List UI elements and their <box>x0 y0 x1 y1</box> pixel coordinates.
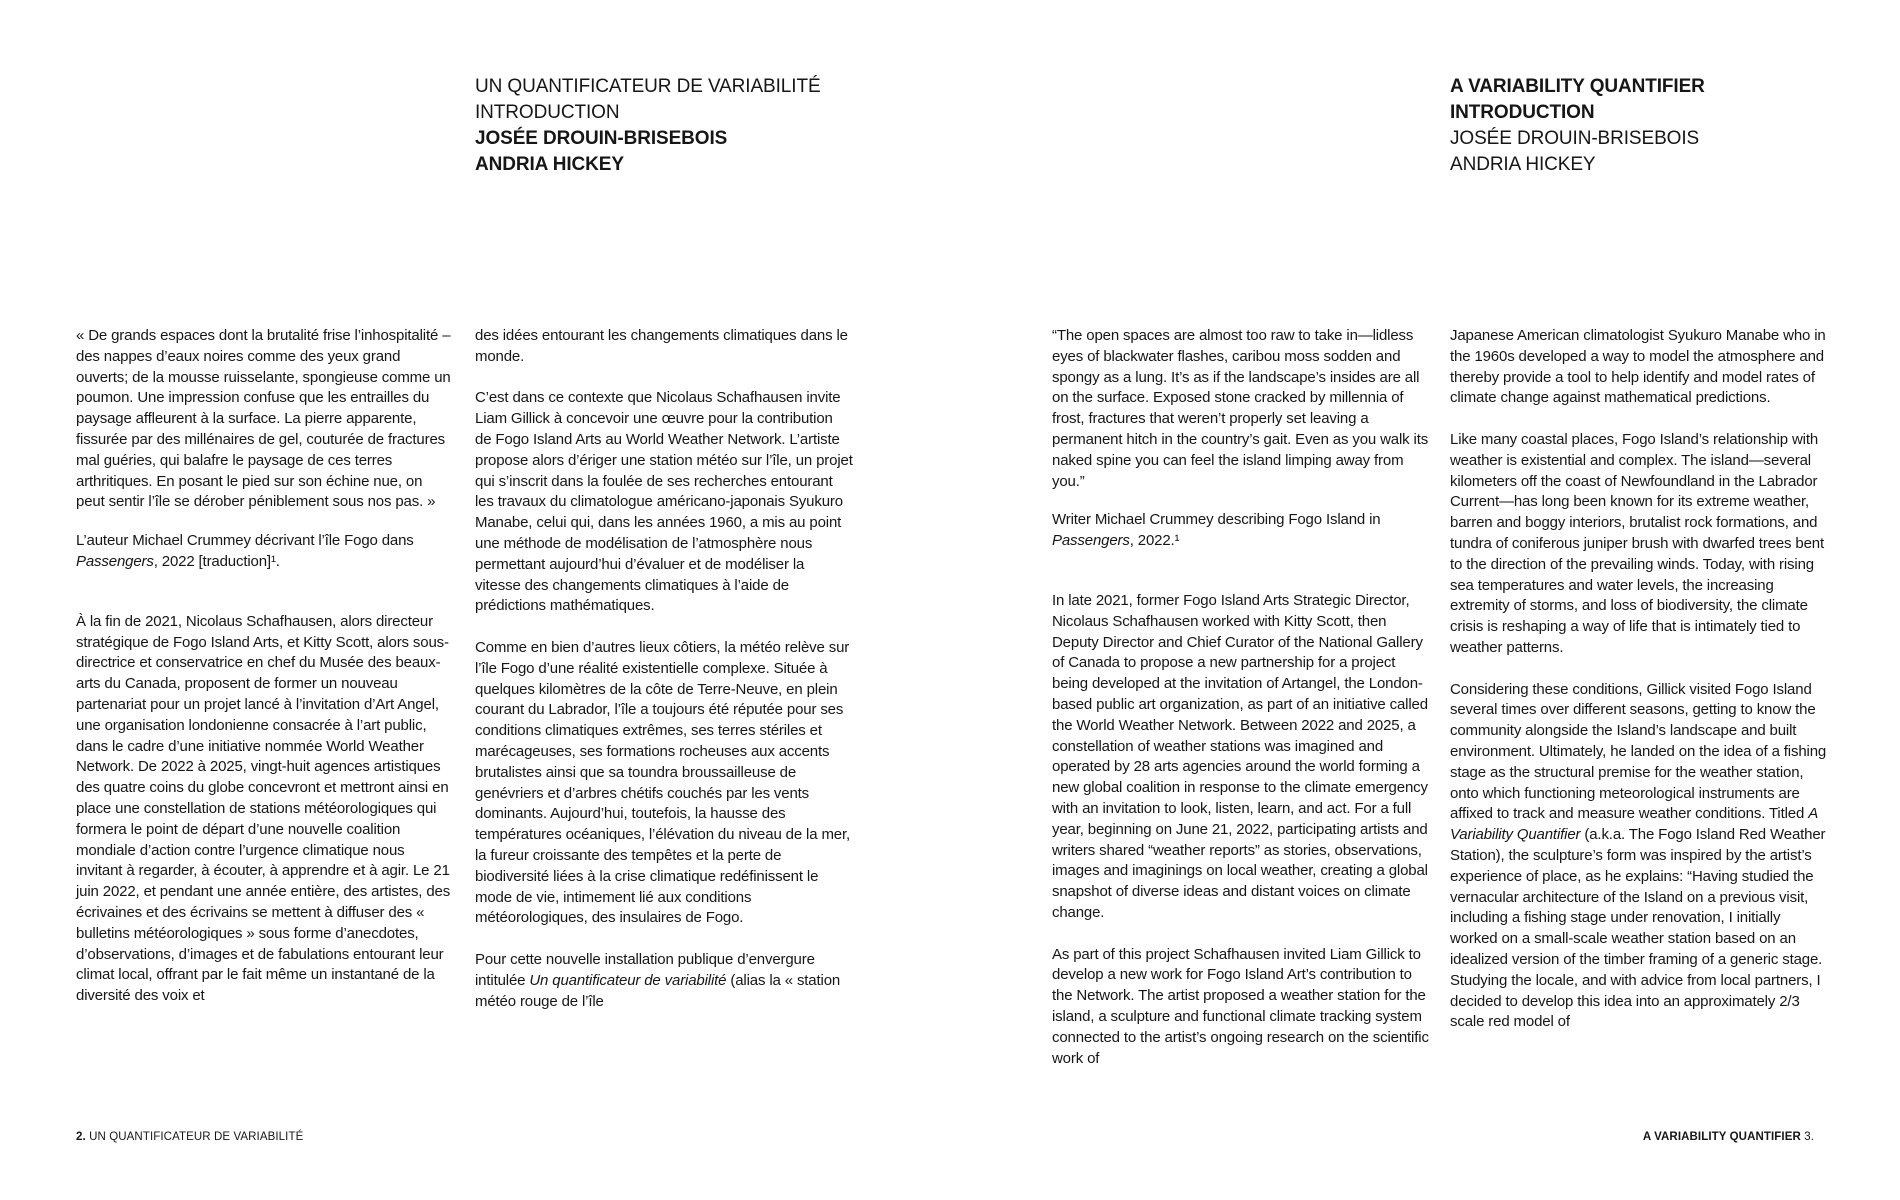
text-run: L’auteur Michael Crummey décrivant l’île Fogo dans <box>76 532 414 550</box>
page-number-left: 2. <box>76 1131 86 1143</box>
text-run: (alias la « station météo rouge de l’île <box>475 971 841 1010</box>
paragraph-body <box>475 950 853 1012</box>
text-column-french-2 <box>475 326 853 1012</box>
text-run: C’est dans ce contexte que Nicolaus Schafhausen invite Liam Gillick à concevoir une œuvre pour la contribution de Fogo Island Arts au World Weather Network. L’artiste propose alors d’ériger une station météo sur l’île, un projet qui s’inscrit dans la foulée de ses recherches entourant les travaux du climatologue américano-japonais Syukuro Manabe, celui qui, dans les années 1960, a mis au point une méthode de modélisation de l’atmosphère nous permettant aujourd’hui d’évaluer et de modéliser la vitesse des changements climatiques à l’aide de prédictions mathématiques. <box>475 389 853 615</box>
text-run: À la fin de 2021, Nicolaus Schafhausen, alors directeur stratégique de Fogo Island Arts, et Kitty Scott, alors sous-directrice et conservatrice en chef du Musée des beaux-arts du Canada, proposent de former un nouveau partenariat pour un projet lancé à l’invitation d’Art Angel, une organisation londonienne consacrée à l’art public, dans le cadre d’une initiative nommée World Weather Network. De 2022 à 2025, vingt-huit agences artistiques des quatre coins du globe concevront et mettront ainsi en place une constellation de stations météorologiques qui formera le point de départ d’une nouvelle coalition mondiale d’action contre l’urgence climatique nous invitant à regarder, à écouter, à apprendre et à agir. Le 21 juin 2022, et pendant une année entière, des artistes, des écrivaines et des écrivains se mettent à diffuser des « bulletins météorologiques » sous forme d’anecdotes, d’observations, d’images et de fabulations entourant leur climat local, offrant par le fait même un instantané de la diversité des voix et <box>76 612 451 1005</box>
paragraph-quote <box>76 326 454 513</box>
heading-title-en: A VARIABILITY QUANTIFIER <box>1450 76 1705 97</box>
heading-author-1-en: JOSÉE DROUIN-BRISEBOIS <box>1450 128 1700 149</box>
paragraph-body <box>1450 326 1828 409</box>
text-run: “The open spaces are almost too raw to take in—lidless eyes of blackwater flashes, caribou moss sodden and spongy as a lung. It’s as if the landscape’s insides are all on the surface. Exposed stone cracked by millennia of frost, fractures that weren’t properly set leaving a permanent hitch in the country’s gait. Even as you walk its naked spine you can feel the island limping away from you.” <box>1052 327 1429 490</box>
paragraph-attribution <box>1052 510 1430 552</box>
heading-author-1-fr: JOSÉE DROUIN-BRISEBOIS <box>475 128 728 149</box>
paragraph-body <box>475 326 853 368</box>
italic-work-title: Passengers <box>76 552 154 570</box>
heading-subtitle-en: INTRODUCTION <box>1450 102 1595 123</box>
right-page-footer <box>1643 1131 1814 1143</box>
heading-subtitle-fr: INTRODUCTION <box>475 102 620 123</box>
italic-work-title: Un quantificateur de variabilité <box>529 971 727 989</box>
text-run: Comme en bien d’autres lieux côtiers, la météo relève sur l’île Fogo d’une réalité existentielle complexe. Située à quelques kilomètres de la côte de Terre-Neuve, en plein courant du Labrador, l’île a toujours été réputée pour ses conditions climatiques extrêmes, ses terres stériles et marécageuses, ses formations rocheuses aux accents brutalistes ainsi que sa toundra broussailleuse de genévriers et d’arbres chétifs couchés par les vents dominants. Aujourd’hui, toutefois, la hausse des températures océaniques, l’élévation du niveau de la mer, la fureur croissante des tempêtes et la perte de biodiversité liées à la crise climatique redéfinissent le mode de vie, intimement lié aux conditions météorologiques, des insulaires de Fogo. <box>475 638 851 927</box>
running-title-right: A VARIABILITY QUANTIFIER <box>1642 1131 1801 1143</box>
heading-author-2-fr: ANDRIA HICKEY <box>475 154 624 175</box>
left-page-footer <box>76 1131 303 1143</box>
paragraph-body <box>1052 591 1430 924</box>
heading-author-2-en: ANDRIA HICKEY <box>1450 154 1596 175</box>
text-run: « De grands espaces dont la brutalité frise l’inhospitalité – des nappes d’eaux noires comme des yeux grand ouverts; de la mousse ruisselante, spongieuse comme un poumon. Une impression confuse que les entrailles du paysage affleurent à la surface. La pierre apparente, fissurée par des millénaires de gel, couturée de fractures mal guéries, qui balafre le paysage de ces terres arthritiques. En posant le pied sur son échine nue, on peut sentir l’île se dérober péniblement sous nos pas. » <box>76 327 451 511</box>
text-run: As part of this project Schafhausen invited Liam Gillick to develop a new work for Fogo Island Art’s contribution to the Network. The artist proposed a weather station for the island, a sculpture and functional climate tracking system connected to the artist’s ongoing research on the scientific work of <box>1052 945 1429 1067</box>
text-run: des idées entourant les changements climatiques dans le monde. <box>475 327 848 365</box>
paragraph-body <box>1450 680 1828 1034</box>
text-run: Japanese American climatologist Syukuro Manabe who in the 1960s developed a way to model the atmosphere and thereby provide a tool to help identify and model rates of climate change against mathematical predictions. <box>1450 327 1826 407</box>
text-run: , 2022 [traduction]¹. <box>153 552 280 570</box>
italic-work-title: Passengers <box>1052 532 1130 550</box>
paragraph-quote <box>1052 326 1430 492</box>
paragraph-body <box>1052 945 1430 1070</box>
text-column-english-2 <box>1450 326 1828 1033</box>
paragraph-body <box>475 638 853 929</box>
running-title-left: UN QUANTIFICATEUR DE VARIABILITÉ <box>89 1131 304 1143</box>
text-run: , 2022.¹ <box>1129 532 1180 550</box>
left-page-heading <box>475 74 821 178</box>
text-run: (a.k.a. The Fogo Island Red Weather Station), the sculpture’s form was inspired by the artist’s experience of place, as he explains: “Having studied the vernacular architecture of the Island on a previous visit, including a fishing stage under renovation, I initially worked on a small-scale weather station based on an idealized version of the timber framing of a generic stage. Studying the locale, and with advice from local partners, I decided to develop this idea into an approximately 2/3 scale red model of <box>1450 826 1826 1031</box>
heading-title-fr: UN QUANTIFICATEUR DE VARIABILITÉ <box>475 76 821 97</box>
text-run: Writer Michael Crummey describing Fogo Island in <box>1052 511 1381 529</box>
right-page-heading <box>1450 74 1705 178</box>
paragraph-body <box>475 388 853 617</box>
text-run: Considering these conditions, Gillick visited Fogo Island several times over different seasons, getting to know the community alongside the Island’s landscape and built environment. Ultimately, he landed on the idea of a fishing stage as the structural premise for the weather station, onto which functioning meteorological instruments are affixed to track and measure weather conditions. Titled <box>1450 680 1827 823</box>
paragraph-attribution <box>76 531 454 573</box>
text-run: In late 2021, former Fogo Island Arts Strategic Director, Nicolaus Schafhausen worked with Kitty Scott, then Deputy Director and Chief Curator of the National Gallery of Canada to propose a new partnership for a project being developed at the invitation of Artangel, the London-based public art organization, as part of an initiative called the World Weather Network. Between 2022 and 2025, a constellation of weather stations was imagined and operated by 28 arts agencies around the world forming a new global coalition in response to the climate emergency with an invitation to look, listen, learn, and act. For a full year, beginning on June 21, 2022, participating artists and writers shared “weather reports” as stories, observations, images and imaginings on local weather, creating a global snapshot of diverse ideas and distant voices on climate change. <box>1052 591 1428 921</box>
text-column-french-1 <box>76 326 454 1007</box>
text-run: Pour cette nouvelle installation publique d’envergure intitulée <box>475 950 815 989</box>
paragraph-body <box>76 612 454 1007</box>
page-number-right: 3. <box>1804 1131 1814 1143</box>
text-run: Like many coastal places, Fogo Island’s relationship with weather is existential and complex. The island—several kilometers off the coast of Newfoundland in the Labrador Current—has long been known for its extreme weather, barren and boggy interiors, brutalist rock formations, and tundra of coniferous juniper brush with dwarfed trees bent to the direction of the prevailing winds. Today, with rising sea temperatures and water levels, the increasing extremity of storms, and loss of biodiversity, the climate crisis is reshaping a way of life that is intimately tied to weather patterns. <box>1450 430 1825 656</box>
italic-work-title: A Variability Quantifier <box>1450 805 1818 844</box>
text-column-english-1 <box>1052 326 1430 1069</box>
paragraph-body <box>1450 430 1828 659</box>
